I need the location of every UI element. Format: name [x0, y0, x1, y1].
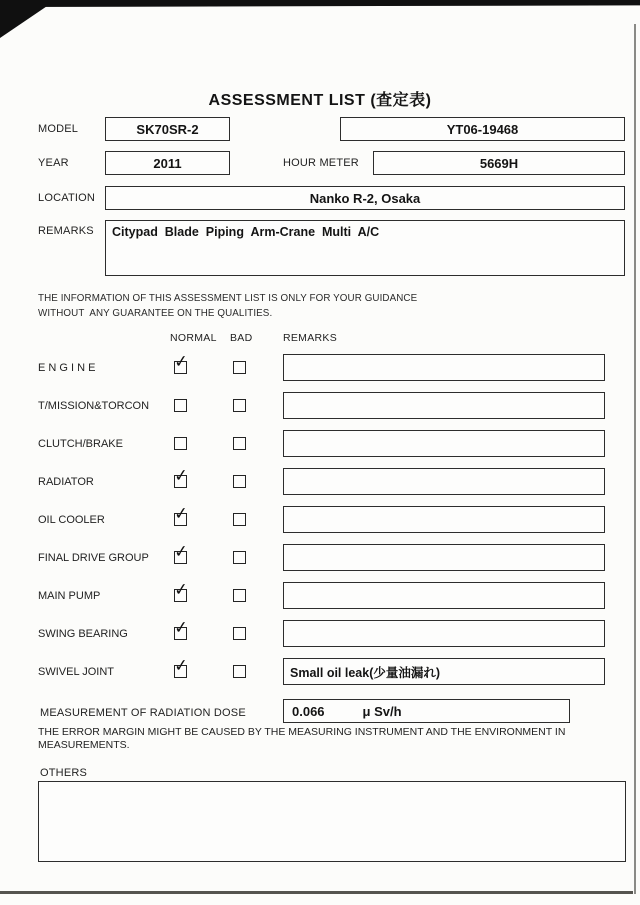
check-mark-icon: ✓	[173, 503, 190, 524]
location-label: LOCATION	[38, 192, 96, 204]
bad-checkbox	[233, 665, 246, 678]
remark-box	[283, 430, 605, 457]
table-row-engine	[0, 351, 640, 381]
page-title: ASSESSMENT LIST (査定表)	[208, 92, 432, 109]
location-value: Nanko R-2, Osaka	[309, 190, 421, 206]
scan-artifact-top-edge	[14, 0, 640, 7]
remark-box	[283, 354, 605, 381]
year-value-box	[105, 151, 230, 175]
remark-box	[283, 392, 605, 419]
radiation-dose-box	[283, 699, 570, 723]
row-label: FINAL DRIVE GROUP	[38, 551, 149, 564]
bad-checkbox	[233, 589, 246, 602]
bad-checkbox	[233, 551, 246, 564]
check-mark-icon: ✓	[173, 655, 190, 676]
normal-checkbox	[173, 579, 190, 602]
remark-box	[283, 620, 605, 647]
disclaimer-line2: WITHOUT ANY GUARANTEE ON THE QUALITIES.	[38, 308, 273, 319]
error-note-line2: MEASUREMENTS.	[38, 739, 130, 751]
row-label: SWIVEL JOINT	[38, 665, 114, 678]
remarks-value: Citypad Blade Piping Arm-Crane Multi A/C	[112, 225, 380, 239]
check-mark-icon: ✓	[173, 617, 190, 638]
scan-artifact-bottom-edge	[0, 891, 633, 894]
remark-text: Small oil leak(少量油漏れ)	[290, 665, 441, 680]
scan-artifact-right-edge	[634, 24, 636, 894]
table-row-radiator	[0, 465, 640, 495]
model-label: MODEL	[38, 123, 79, 135]
serial-value: YT06-19468	[446, 121, 519, 137]
remark-box	[283, 506, 605, 533]
remarks-label: REMARKS	[38, 225, 94, 237]
normal-checkbox	[174, 399, 187, 412]
table-row-main-pump	[0, 579, 640, 609]
normal-checkbox	[173, 503, 190, 526]
error-note-line1: THE ERROR MARGIN MIGHT BE CAUSED BY THE MEASURING INSTRUMENT AND THE ENVIRONMENT IN	[38, 726, 566, 738]
row-label: E N G I N E	[38, 361, 96, 374]
year-label: YEAR	[38, 157, 69, 169]
others-box	[38, 781, 626, 862]
hour-meter-label: HOUR METER	[283, 157, 359, 169]
table-row-tmission-torcon	[0, 392, 640, 419]
remark-box	[283, 468, 605, 495]
row-label: T/MISSION&TORCON	[38, 399, 150, 412]
check-mark-icon: ✓	[173, 465, 190, 486]
bad-checkbox	[233, 513, 246, 526]
hour-meter-value-box	[373, 151, 625, 175]
normal-checkbox	[173, 617, 190, 640]
row-label: OIL COOLER	[38, 513, 105, 526]
model-value-box	[105, 117, 230, 141]
normal-checkbox	[173, 351, 190, 374]
bad-checkbox	[233, 437, 246, 450]
table-row-oil-cooler	[0, 503, 640, 533]
normal-checkbox	[173, 541, 190, 564]
check-mark-icon: ✓	[173, 351, 190, 372]
normal-checkbox	[173, 655, 190, 678]
radiation-dose-value: 0.066	[292, 703, 325, 719]
hour-meter-value: 5669H	[479, 155, 519, 171]
table-row-swing-bearing	[0, 617, 640, 647]
normal-checkbox	[174, 437, 187, 450]
row-label: RADIATOR	[38, 475, 94, 488]
table-row-swivel-joint	[0, 655, 640, 685]
remark-box	[283, 582, 605, 609]
radiation-dose-label: MEASUREMENT OF RADIATION DOSE	[40, 707, 246, 719]
row-label: CLUTCH/BRAKE	[38, 437, 123, 450]
bad-checkbox	[233, 475, 246, 488]
row-label: MAIN PUMP	[38, 589, 101, 602]
table-row-final-drive-group	[0, 541, 640, 571]
check-mark-icon: ✓	[173, 541, 190, 562]
year-value: 2011	[153, 155, 182, 171]
column-header-normal: NORMAL	[170, 332, 217, 344]
disclaimer-line1: THE INFORMATION OF THIS ASSESSMENT LIST IS ONLY FOR YOUR GUIDANCE	[38, 293, 418, 304]
bad-checkbox	[233, 361, 246, 374]
location-value-box	[105, 186, 625, 210]
row-label: SWING BEARING	[38, 627, 128, 640]
scan-artifact-corner	[0, 0, 56, 38]
table-row-clutch-brake	[0, 430, 640, 457]
remark-box	[283, 544, 605, 571]
others-label: OTHERS	[40, 767, 88, 779]
radiation-dose-unit: μ Sv/h	[362, 703, 402, 719]
bad-checkbox	[233, 627, 246, 640]
remarks-value-box	[105, 220, 625, 276]
bad-checkbox	[233, 399, 246, 412]
serial-value-box	[340, 117, 625, 141]
remark-box	[283, 658, 605, 685]
normal-checkbox	[173, 465, 190, 488]
column-header-bad: BAD	[230, 332, 253, 344]
model-value: SK70SR-2	[136, 121, 199, 137]
column-header-remarks: REMARKS	[283, 332, 338, 344]
check-mark-icon: ✓	[173, 579, 190, 600]
